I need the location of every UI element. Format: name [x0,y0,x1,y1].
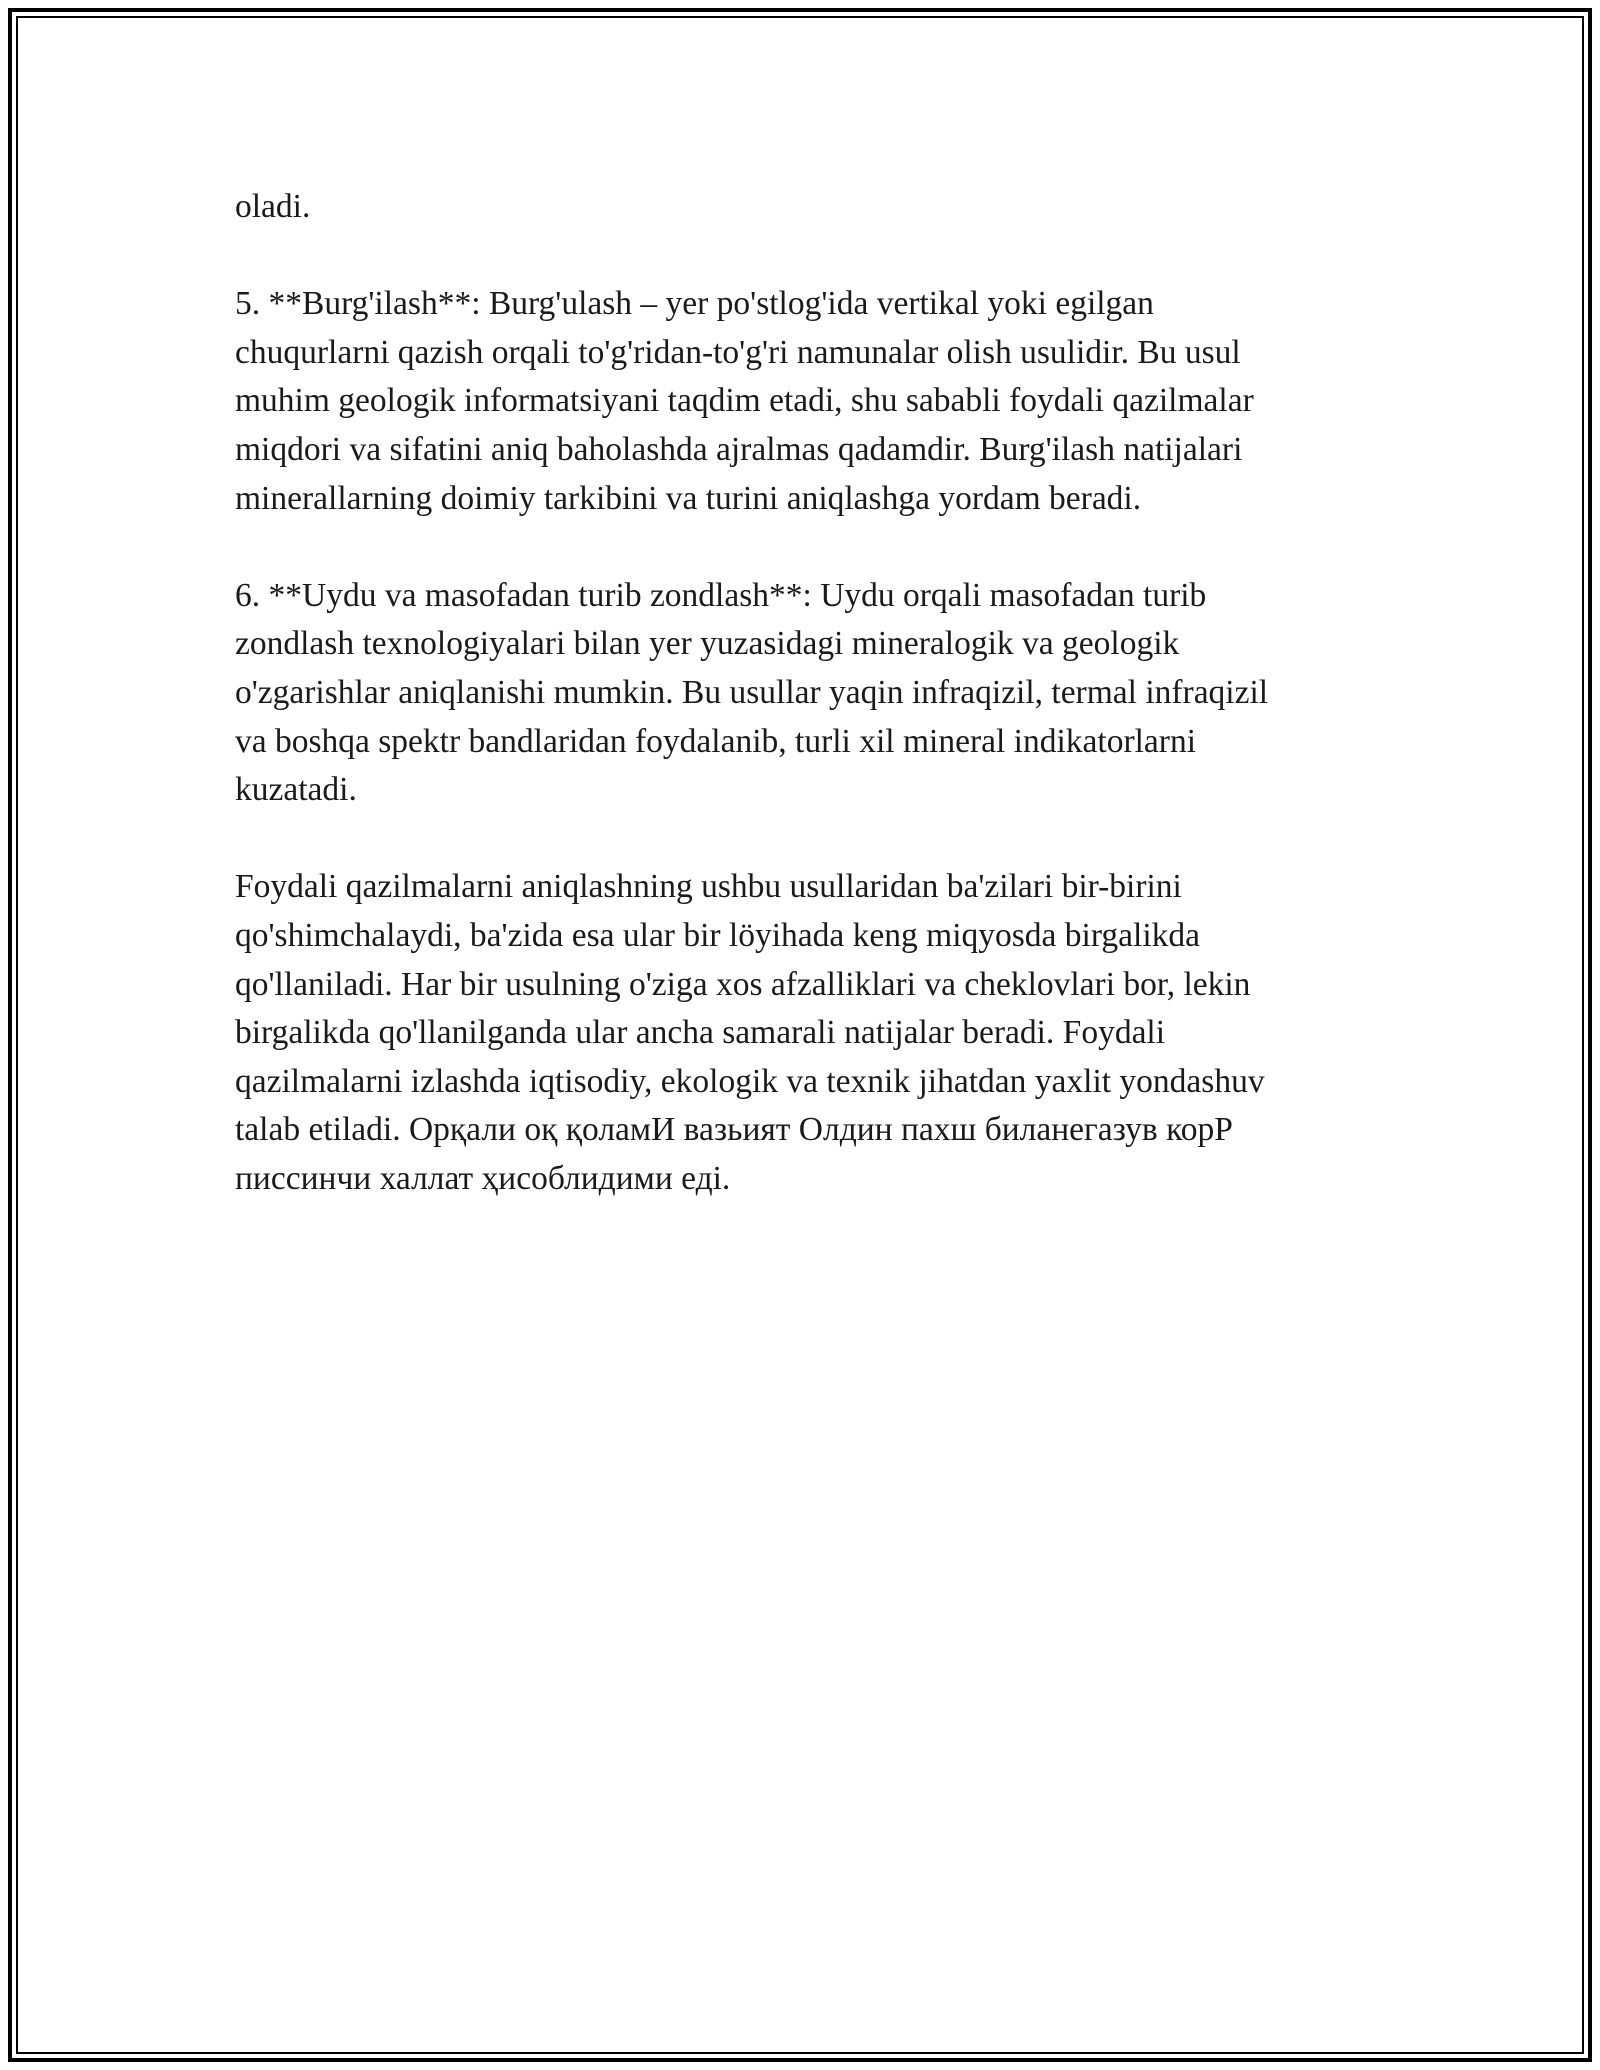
document-body [235,183,1385,1203]
paragraph-burgilash [235,280,1385,523]
text-line: qo'llaniladi. Har bir usulning o'ziga xos afzalliklari va cheklovlari bor, lekin [235,965,1251,1003]
text-line: va boshqa spektr bandlaridan foydalanib, turli xil mineral indikatorlarni [235,722,1196,760]
text-line: qazilmalarni izlashda iqtisodiy, ekologik va texnik jihatdan yaxlit yondashuv [235,1062,1265,1100]
paragraph-conclusion [235,863,1385,1203]
text-line: chuqurlarni qazish orqali to'g'ridan-to'g'ri namunalar olish usulidir. Bu usul [235,333,1241,371]
text-line: o'zgarishlar aniqlanishi mumkin. Bu usullar yaqin infraqizil, termal infraqizil [235,673,1269,711]
text-line: talab etiladi. Орқали оқ қоламИ вазьият Олдин пахш биланегазув корР [235,1111,1233,1149]
text-line: muhim geologik informatsiyani taqdim etadi, shu sababli foydali qazilmalar [235,382,1254,420]
paragraph-uydu-zondlash [235,572,1385,815]
text-line: qo'shimchalaydi, ba'zida esa ular bir löyihada keng miqyosda birgalikda [235,916,1201,954]
text-line: miqdori va sifatini aniq baholashda ajralmas qadamdir. Burg'ilash natijalari [235,430,1243,468]
text-line: 6. **Uydu va masofadan turib zondlash**: Uydu orqali masofadan turib [235,576,1207,614]
paragraph-continuation [235,183,1385,232]
text-line: kuzatadi. [235,771,357,809]
text-line: birgalikda qo'llanilganda ular ancha samarali natijalar beradi. Foydali [235,1014,1166,1052]
text-line: 5. **Burg'ilash**: Burg'ulash – yer po'stlog'ida vertikal yoki egilgan [235,285,1154,323]
text-line: minerallarning doimiy tarkibini va turini aniqlashga yordam beradi. [235,479,1142,517]
text-line: oladi. [235,188,311,225]
text-line: Foydali qazilmalarni aniqlashning ushbu usullaridan ba'zilari bir-birini [235,868,1182,906]
text-line: zondlash texnologiyalari bilan yer yuzasidagi mineralogik va geologik [235,625,1180,663]
text-line: писсинчи халлат ҳисоблидими еді. [235,1159,731,1197]
